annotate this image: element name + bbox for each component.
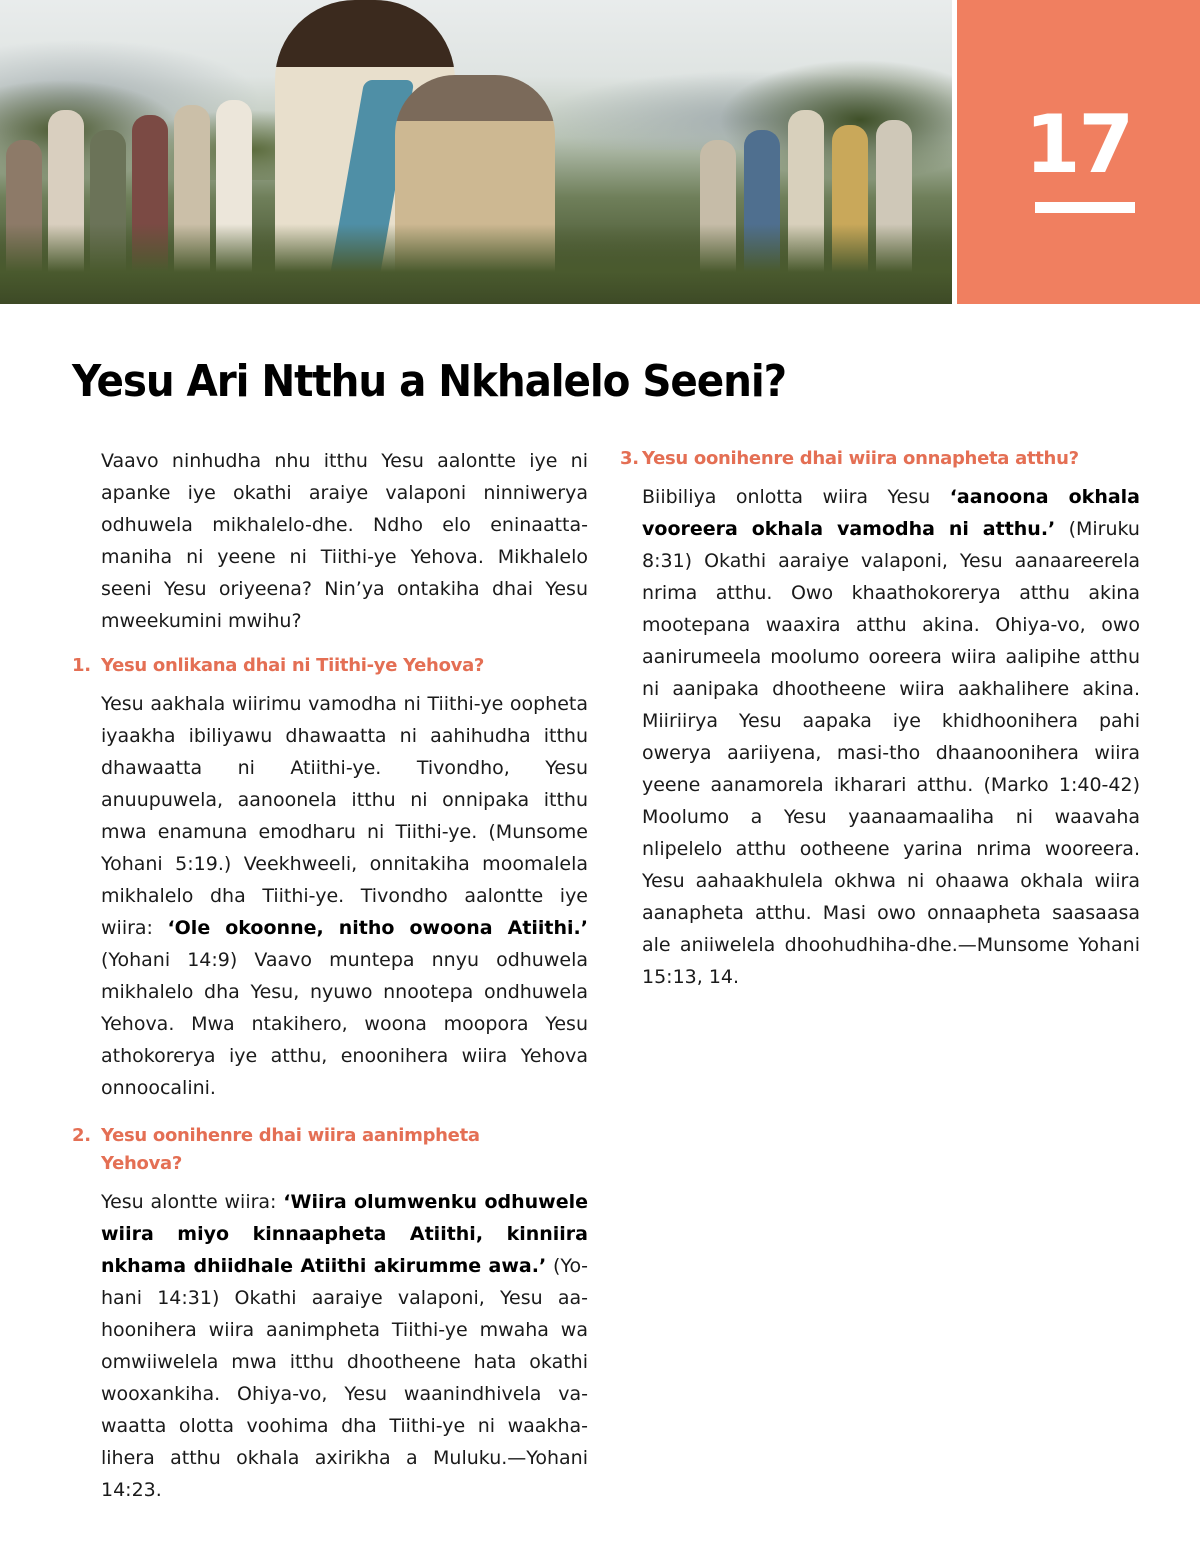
answer-text: Yesu aakhala wiirimu vamodha ni Tiithi-ye oopheta iyaakha ibiliyawu dhawaatta ni aahihudha itthu dhawaatta ni Atiithi-ye. Tivondho, Yesu anuupuwela, aanoonela itthu ni onnipaka itthu mwa enamuna emodharu ni Tiithi-ye. (Munsome Yohani 5:19.) Veekhweeli, onnitakiha moomalela mikhalelo dha Tiithi-ye. Tivondho aalontte iye wiira: <box>101 693 588 939</box>
question-number: 2. <box>72 1125 91 1146</box>
lesson-title: Yesu Ari Ntthu a Nkhalelo Seeni? <box>72 356 786 407</box>
chapter-number: 17 <box>1024 98 1133 191</box>
question-heading-3 <box>620 445 1140 473</box>
answer-text: Biibiliya onlotta wiira Yesu <box>642 486 950 508</box>
scripture-quote: ‘Ole okoonne, nitho owoona Atiithi.’ <box>167 917 588 939</box>
answer-text: (Yohani 14:31) Okathi aaraiye valaponi, Yesu aahoonihera wiira aanimpheta Tiithi-ye mwaha wa omwiiwelela mwa itthu dhootheene hata okathi wooxankiha. Ohiya-vo, Yesu waanindhivela vawaatta olotta voohima dha Tiithi-ye ni waakhalihera atthu okhala axirikha a Muluku.—Yohani 14:23. <box>101 1255 588 1501</box>
intro-paragraph: Vaavo ninhudha nhu itthu Yesu aalontte iye ni apanke iye okathi araiye valaponi ninniwerya odhuwela mikhalelo-dhe. Ndho elo eninaattamaniha ni yeene ni Tiithi-ye Yehova. Mikhalelo seeni Yesu oriyeena? Nin’ya ontakiha dhai Yesu mweekumini mwihu? <box>101 450 588 632</box>
question-heading-2 <box>72 1122 588 1178</box>
answer-text: (Miruku 8:31) Okathi aaraiye valaponi, Yesu aanaareerela nrima atthu. Owo khaathokorerya atthu akina mootepana waaxira atthu akina. Ohiya-vo, owo aanirumeela moolumo ooreera wiira aalipihe atthu ni aanipaka dhootheene wiira aakhalihere akina. Miiriirya Yesu aapaka iye khidhoonihera pahi owerya aariiyena, masi-tho dhaanoonihera wiira yeene aanamorela ikharari atthu. (Marko 1:40-42) Moolumo a Yesu yaanaamaaliha ni waavaha nlipelelo atthu ootheene yarina nrima wooreera. Yesu aahaakhulela okhwa ni ohaawa okhala wiira aanapheta atthu. Masi owo onnaapheta saasaasa ale aniiwelela dhoohudhiha-dhe.—Munsome Yohani 15:13, 14. <box>642 518 1140 988</box>
chapter-number-box <box>957 0 1200 304</box>
question-heading-1 <box>72 652 588 680</box>
left-column <box>72 445 588 1506</box>
answer-text: (Yohani 14:9) Vaavo muntepa nnyu odhuwela mikhalelo dha Yesu, nyuwo nnootepa ondhuwela Yehova. Mwa ntakihero, woona moopora Yesu athokorerya iye atthu, enoonihera wiira Yehova onnoocalini. <box>101 949 588 1099</box>
chapter-underline <box>1035 202 1135 213</box>
scripture-quote: ‘aanoona okhala vooreera okhala vamodha ni atthu.’ <box>642 486 1140 540</box>
answer-paragraph-2 <box>101 1186 588 1506</box>
answer-paragraph-1 <box>101 688 588 1104</box>
question-number: 1. <box>72 655 91 676</box>
question-text: Yesu onlikana dhai ni Tiithi-ye Yehova? <box>101 655 485 676</box>
answer-paragraph-3 <box>642 481 1140 993</box>
right-column <box>620 445 1140 993</box>
question-text: Yesu oonihenre dhai wiira aanimpheta Yehova? <box>101 1125 480 1174</box>
question-text: Yesu oonihenre dhai wiira onnapheta atthu? <box>642 448 1079 469</box>
grass-foreground <box>0 224 952 304</box>
question-number: 3. <box>620 448 639 469</box>
answer-text: Yesu alontte wiira: <box>101 1191 284 1213</box>
scripture-quote: ‘Wiira olumwenku odhuwele wiira miyo kinnaapheta Atiithi, kinniira nkhama dhiidhale Atiithi akirumme awa.’ <box>101 1191 589 1277</box>
hero-illustration <box>0 0 952 304</box>
